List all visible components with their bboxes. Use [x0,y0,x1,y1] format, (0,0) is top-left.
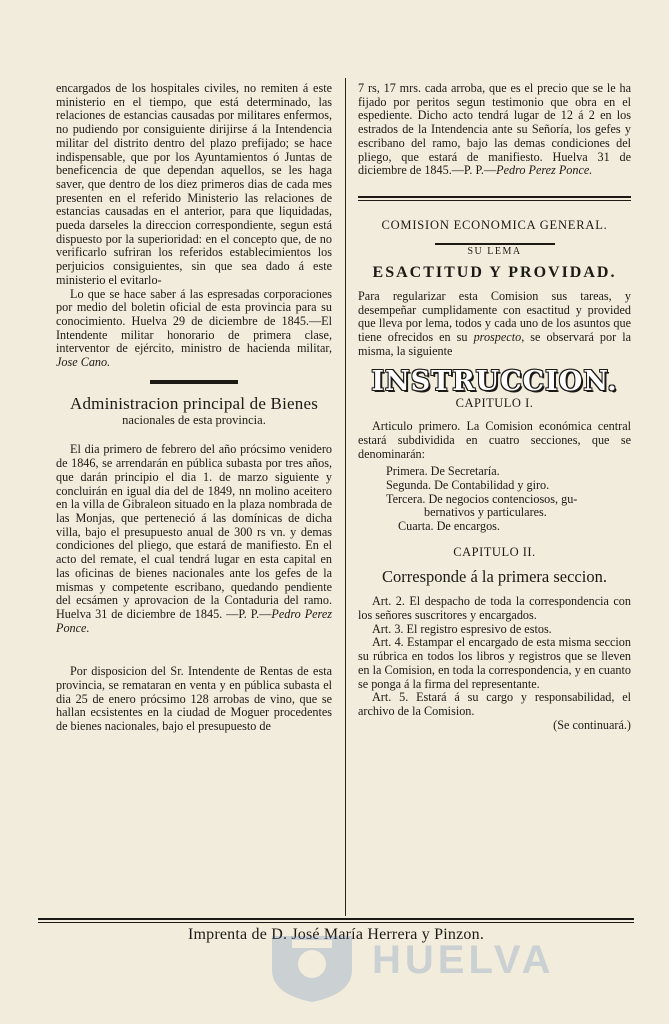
capitulo-1: CAPITULO I. [455,395,534,410]
article: Art. 5. Estará á su cargo y responsabilidad, el archivo de la Comision. [358,690,631,718]
instruccion-heading: INSTRUCCION. [371,365,618,397]
lema-label: SU LEMA [467,245,522,257]
continuation-text: 7 rs, 17 mrs. cada arroba, que es el precio que se le ha fijado por peritos segun testimonio que obra en el espediente. Dicho acto tendrá lugar de 12 á 2 en los estrados de la Intendencia ante su Señoría, los gefes y escribano del ramo, bajo las demas condiciones del pliego, que estará de manifiesto. Huelva 31 de diciembre de 1845.—P. P.— [358,81,631,178]
intro-paragraph-2 [56,288,332,370]
footer-rule-thin [38,922,634,923]
body-paragraph-1 [56,443,332,635]
body-signature-1: Pedro Perez Ponce. [56,606,332,635]
article: Art. 4. Estampar el encargado de esta misma seccion su rúbrica en todos los libros y registros que se lleven en la Comision, en toda la correspondencia, y en cuanto se ponga á la firma del representante. [358,635,631,691]
watermark [262,936,592,1006]
continuation-signature: Pedro Perez Ponce. [496,163,593,178]
section-title: Administracion principal de Bienes [69,393,319,413]
continuation-paragraph [358,82,631,178]
list-item: Cuarta. De encargos. [398,519,500,534]
list-item: Segunda. De Contabilidad y giro. [386,478,550,493]
right-column [358,82,631,732]
article: Art. 3. El registro espresivo de estos. [372,621,552,636]
intro-paragraph-1: encargados de los hospitales civiles, no remiten á este ministerio en el tiempo, que está determinado, las relaciones de estancias causadas por militares enfermos, no pudiendo por consiguiente dirijirse á la Intendencia militar del distrito dentro del plazo prefijado; se hace indispensable, que por los Ayuntamientos ó Juntas de beneficencia de que dependan aquellos, se les haga saver, que dentro de los diez primeros dias de cada mes presenten en el referido Ministerio las relaciones de estancias causadas en el anterior, para que liquidadas, pueda darseles la direccion correspondiente, segun está dispuesto por la superioridad: en el concepto que, de no verificarlo sufriran los referidos establecimientos los perjuicios consiguientes, sin que sea dado á este ministerio el evitarlo- [56,81,332,287]
list-item: bernativos y particulares. [424,505,547,520]
capitulo-2: CAPITULO II. [453,544,536,559]
intro-signature: Jose Cano. [56,355,111,370]
articulo-primero: Articulo primero. La Comision económica central estará subdividida en cuatro secciones, que se denominarán: [358,419,631,461]
section-subtitle: nacionales de esta provincia. [122,412,266,427]
motto: ESACTITUD Y PROVIDAD. [372,264,617,282]
imprenta-line: Imprenta de D. José María Herrera y Pinzon. [187,926,485,943]
watermark-text: HUELVA [372,938,555,982]
body-paragraph-1-text: El dia primero de febrero del año prócsimo venidero de 1846, se arrendarán en pública subasta por tres años, que darán principio el dia 1. de marzo siguiente y concluirán en igual dia del de 1849, nn molino aceitero en la villa de Gibraleon situado en la plaza nombrada de las Monjas, que perteneció á las domínicas de dicha villa, bajo el presupuesto anual de 300 rs vn. y demas condiciones del pliego, que estará de manifiesto. En el acto del remate, el cual tendrá lugar en esta capital en las oficinas de bienes nacionales ante los gefes de la mismas y competente escribano, quedando pendiente del ecsámen y aprovacion de la Contaduria del ramo. Huelva 31 de diciembre de 1845. —P. P.— [56,442,332,621]
list-item: Primera. De Secretaría. [386,464,500,479]
corresponde-heading: Corresponde á la primera seccion. [382,566,607,586]
preamble-before: Para regularizar esta Comision sus tareas, y desempeñar cumplidamente con esactitud y provided que lleva por lema, todos y cada uno de los asuntos que tiene ofrecidos en su [358,289,631,345]
comision-heading: COMISION ECONOMICA GENERAL. [381,217,608,232]
list-item: Tercera. De negocios contenciosos, gu- [386,491,578,506]
continuara: (Se continuará.) [553,717,631,732]
footer-rule [38,918,634,920]
preamble [358,290,631,359]
intro-paragraph-2-text: Lo que se hace saber á las espresadas corporaciones por medio del boletin oficial de esta provincia para su conocimiento. Huelva 29 de diciembre de 1845.—El Intendente militar honorario de primera clase, interventor de ejército, ministro de hacienda militar, [56,286,332,356]
article: Art. 2. El despacho de toda la correspondencia con los señores suscritores y encargados. [358,594,631,622]
left-column [56,82,332,734]
column-divider [345,78,346,916]
body-paragraph-2: Por disposicion del Sr. Intendente de Rentas de esta provincia, se remataran en venta y en pública subasta el dia 25 de enero prócsimo 128 arrobas de vino, que se hallan ecsistentes en la ciudad de Moguer procedentes de bienes nacionales, bajo el presupuesto de [56,664,332,734]
preamble-after: , se observará por la misma, la siguiente [358,330,631,358]
preamble-italic: prospecto [473,330,522,345]
